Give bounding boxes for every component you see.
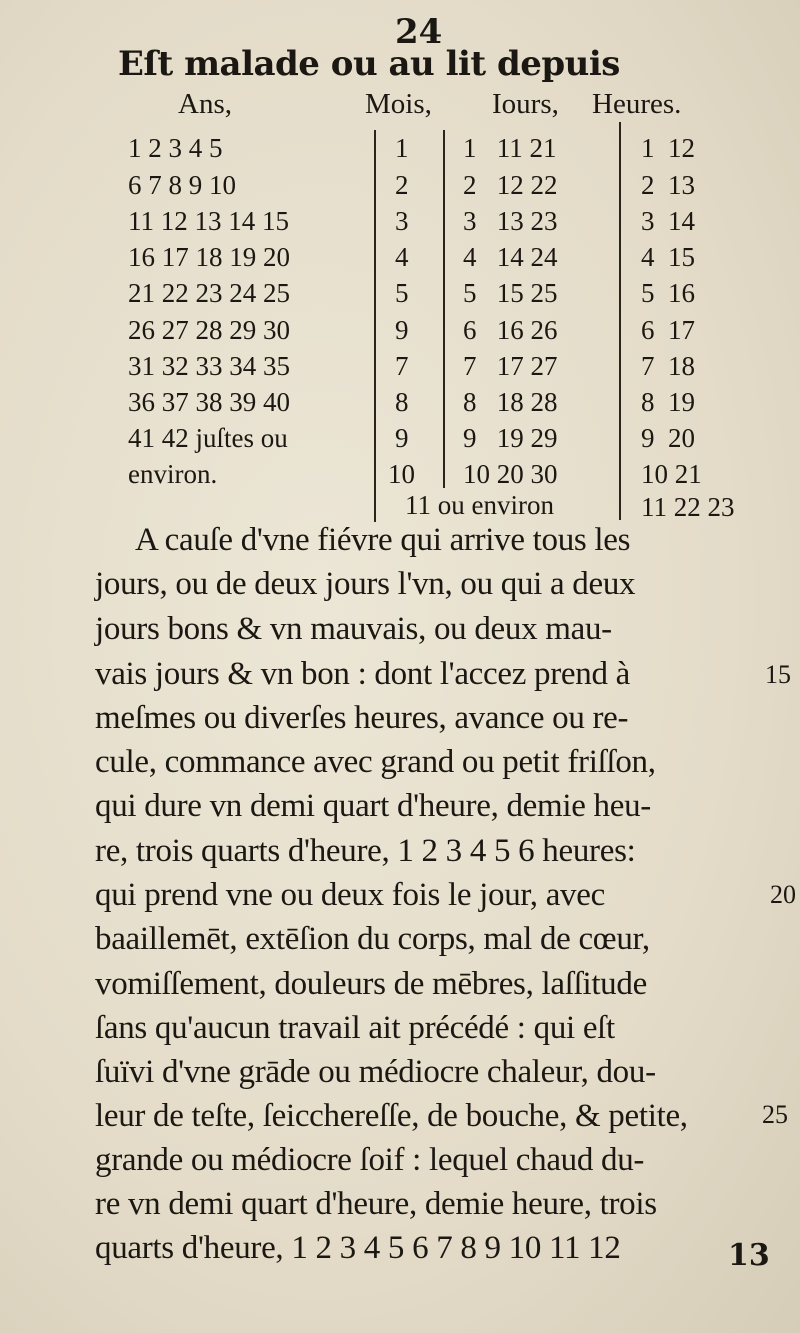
jours-row: 11 ou environ xyxy=(405,490,554,520)
text-line: jours, ou de deux jours l'vn, ou qui a deux xyxy=(95,566,636,602)
heures-row: 10 21 xyxy=(641,459,702,489)
heures-row: 4 15 xyxy=(641,242,695,272)
jours-row: 6 16 26 xyxy=(463,315,558,345)
heures-row: 6 17 xyxy=(641,315,695,345)
column-divider xyxy=(619,122,621,520)
text-line: meſmes ou diverſes heures, avance ou re- xyxy=(95,700,629,736)
text-line: leur de teſte, ſeicchereſſe, de bouche, & petite, xyxy=(95,1098,688,1134)
text-line: ſuïvi d'vne grāde ou médiocre chaleur, dou- xyxy=(95,1054,656,1090)
mois-row: 9 xyxy=(395,315,409,345)
text-line: vomiſſement, douleurs de mēbres, laſſitude xyxy=(95,966,647,1002)
text-line: re vn demi quart d'heure, demie heure, trois xyxy=(95,1186,657,1222)
ans-row: environ. xyxy=(128,459,218,489)
text-line: vais jours & vn bon : dont l'accez prend à xyxy=(95,656,630,692)
ans-row: 36 37 38 39 40 xyxy=(128,387,290,417)
mois-row: 8 xyxy=(395,387,409,417)
jours-row: 7 17 27 xyxy=(463,351,558,381)
mois-row: 10 xyxy=(388,459,415,489)
column-divider xyxy=(443,130,445,488)
text-line: grande ou médiocre ſoif : lequel chaud du- xyxy=(95,1142,645,1178)
jours-row: 5 15 25 xyxy=(463,278,558,308)
text-line: quarts d'heure, 1 2 3 4 5 6 7 8 9 10 11 12 xyxy=(95,1230,621,1266)
heures-row: 9 20 xyxy=(641,423,695,453)
mois-row: 9 xyxy=(395,423,409,453)
ans-row: 26 27 28 29 30 xyxy=(128,315,290,345)
ans-row: 16 17 18 19 20 xyxy=(128,242,290,272)
column-divider xyxy=(374,130,376,522)
table-heading: Eſt malade ou au lit depuis xyxy=(118,44,620,84)
heures-row: 5 16 xyxy=(641,278,695,308)
heures-row: 1 12 xyxy=(641,133,695,163)
heures-row: 3 14 xyxy=(641,206,695,236)
heures-row: 8 19 xyxy=(641,387,695,417)
jours-row: 1 11 21 xyxy=(463,133,557,163)
heures-row: 2 13 xyxy=(641,170,695,200)
text-line: cule, commance avec grand ou petit friſſon, xyxy=(95,744,656,780)
jours-row: 8 18 28 xyxy=(463,387,558,417)
mois-row: 1 xyxy=(395,133,409,163)
jours-row: 2 12 22 xyxy=(463,170,558,200)
text-line: A cauſe d'vne fiévre qui arrive tous les xyxy=(135,522,631,558)
margin-line-number: 15 xyxy=(765,660,791,689)
mois-row: 3 xyxy=(395,206,409,236)
ans-row: 1 2 3 4 5 xyxy=(128,133,223,163)
mois-row: 7 xyxy=(395,351,409,381)
column-header-ans: Ans, xyxy=(178,88,232,120)
text-line: re, trois quarts d'heure, 1 2 3 4 5 6 heures: xyxy=(95,833,636,869)
ans-row: 21 22 23 24 25 xyxy=(128,278,290,308)
margin-line-number: 20 xyxy=(770,880,796,909)
catchword: 13 xyxy=(728,1238,770,1273)
jours-row: 9 19 29 xyxy=(463,423,558,453)
jours-row: 3 13 23 xyxy=(463,206,558,236)
text-line: qui prend vne ou deux fois le jour, avec xyxy=(95,877,605,913)
text-line: jours bons & vn mauvais, ou deux mau- xyxy=(95,611,612,647)
ans-row: 31 32 33 34 35 xyxy=(128,351,290,381)
ans-row: 6 7 8 9 10 xyxy=(128,170,236,200)
ans-row: 11 12 13 14 15 xyxy=(128,206,289,236)
heures-row: 11 22 23 xyxy=(641,492,735,522)
ans-row: 41 42 juſtes ou xyxy=(128,423,288,453)
text-line: ſans qu'aucun travail ait précédé : qui eſt xyxy=(95,1010,615,1046)
margin-line-number: 25 xyxy=(762,1100,788,1129)
jours-row: 4 14 24 xyxy=(463,242,558,272)
text-line: qui dure vn demi quart d'heure, demie heu- xyxy=(95,788,651,824)
mois-row: 5 xyxy=(395,278,409,308)
mois-row: 2 xyxy=(395,170,409,200)
heures-row: 7 18 xyxy=(641,351,695,381)
column-header-mois: Mois, xyxy=(365,88,432,120)
text-line: baaillemēt, extēſion du corps, mal de cœur, xyxy=(95,921,650,957)
column-header-jours: Iours, xyxy=(492,88,559,120)
column-header-heures: Heures. xyxy=(592,88,682,120)
jours-row: 10 20 30 xyxy=(463,459,558,489)
page-number: 24 xyxy=(395,12,443,52)
mois-row: 4 xyxy=(395,242,409,272)
